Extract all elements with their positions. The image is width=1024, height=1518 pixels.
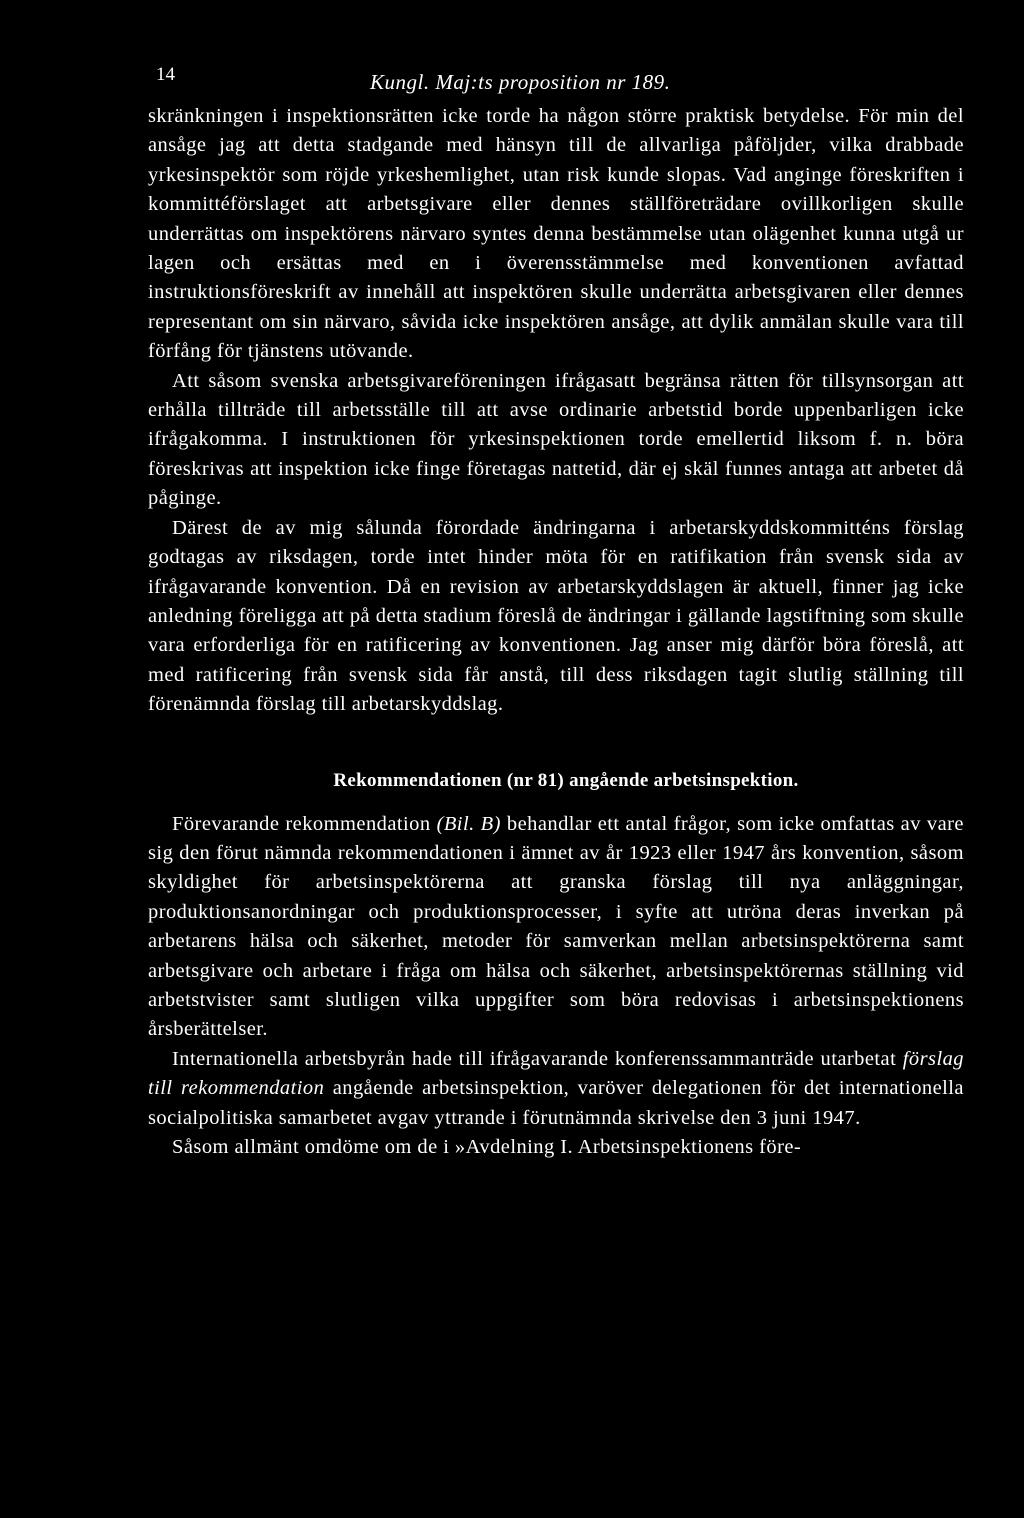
paragraph-5 bbox=[148, 1045, 964, 1133]
paragraph-4 bbox=[148, 810, 964, 1045]
section-heading-container bbox=[148, 770, 964, 792]
paragraph-1: skränkningen i inspektionsrätten icke torde ha någon större praktisk betydelse. För min del ansåge jag att detta stadgande med hänsyn till de allvarliga påföljder, vilka drabbade yrkesinspektör som röjde yrkeshemlighet, utan risk kunde slopas. Vad anginge föreskriften i kommittéförslaget att arbetsgivare eller dennes ställföreträdare ovillkorligen skulle underrättas om inspektörens närvaro syntes denna bestämmelse utan olägenhet kunna utgå ur lagen och ersättas med en i överensstämmelse med konventionen avfattad instruktionsföreskrift av innehåll att inspektören skulle underrätta arbetsgivaren eller dennes representant om sin närvaro, såvida icke inspektören ansåge, att dylik anmälan skulle vara till förfång för tjänstens utövande. bbox=[148, 105, 964, 363]
document-page bbox=[148, 62, 964, 1162]
paragraph-5-text-end: angående arbetsinspektion, varöver delegationen för det internationella socialpolitiska samarbetet avgav yttrande i förutnämnda skrivelse den 3 juni 1947. bbox=[148, 1077, 964, 1129]
paragraph-5-text-start: Internationella arbetsbyrån hade till ifrågavarande konferenssammanträde utarbetat bbox=[172, 1047, 903, 1070]
page-number: 14 bbox=[156, 64, 175, 85]
running-title: Kungl. Maj:ts proposition nr 189. bbox=[370, 70, 671, 94]
paragraph-4-text-start: Förevarande rekommendation bbox=[172, 812, 437, 835]
appendix-reference: (Bil. B) bbox=[436, 812, 501, 835]
section-heading: Rekommendationen (nr 81) angående arbetsinspektion. bbox=[333, 769, 799, 791]
paragraph-2: Att såsom svenska arbetsgivareföreningen ifrågasatt begränsa rätten för tillsynsorgan att erhålla tillträde till arbetsställe till att avse ordinarie arbetstid borde uppenbarligen icke ifrågakomma. I instruktionen för yrkesinspektionen torde emellertid liksom f. n. böra föreskrivas att inspektion icke finge företagas nattetid, där ej skäl funnes antaga att arbetet då påginge. bbox=[148, 369, 964, 510]
paragraph-6: Såsom allmänt omdöme om de i »Avdelning I. Arbetsinspektionens före- bbox=[172, 1136, 802, 1158]
paragraph-3: Därest de av mig sålunda förordade ändringarna i arbetarskyddskommitténs förslag godtagas av riksdagen, torde intet hinder möta för en ratifikation från svensk sida av ifrågavarande konvention. Då en revision av arbetarskyddslagen är aktuell, finner jag icke anledning föreligga att på detta stadium föreslå de ändringar i gällande lagstiftning som skulle vara erforderliga för en ratificering av konventionen. Jag anser mig därför böra föreslå, att med ratificering från svensk sida får anstå, till dess riksdagen tagit slutlig ställning till förenämnda förslag till arbetarskyddslag. bbox=[148, 516, 964, 716]
paragraph-4-text-end: behandlar ett antal frågor, som icke omfattas av vare sig den förut nämnda rekommendationen i ämnet av år 1923 eller 1947 års konvention, såsom skyldighet för arbetsinspektörerna att granska förslag till nya anläggningar, produktionsanordningar och produktionsprocesser, i syfte att utröna deras inverkan på arbetarens hälsa och säkerhet, metoder för samverkan mellan arbetsinspektörerna samt arbetsgivare och arbetare i fråga om hälsa och säkerhet, arbetsinspektörernas ställning vid arbetstvister samt slutligen vilka uppgifter som böra redovisas i arbetsinspektionens årsberättelser. bbox=[148, 812, 964, 1041]
running-header bbox=[148, 62, 964, 102]
proposal-reference: förslag till rekommendation bbox=[148, 1047, 964, 1100]
